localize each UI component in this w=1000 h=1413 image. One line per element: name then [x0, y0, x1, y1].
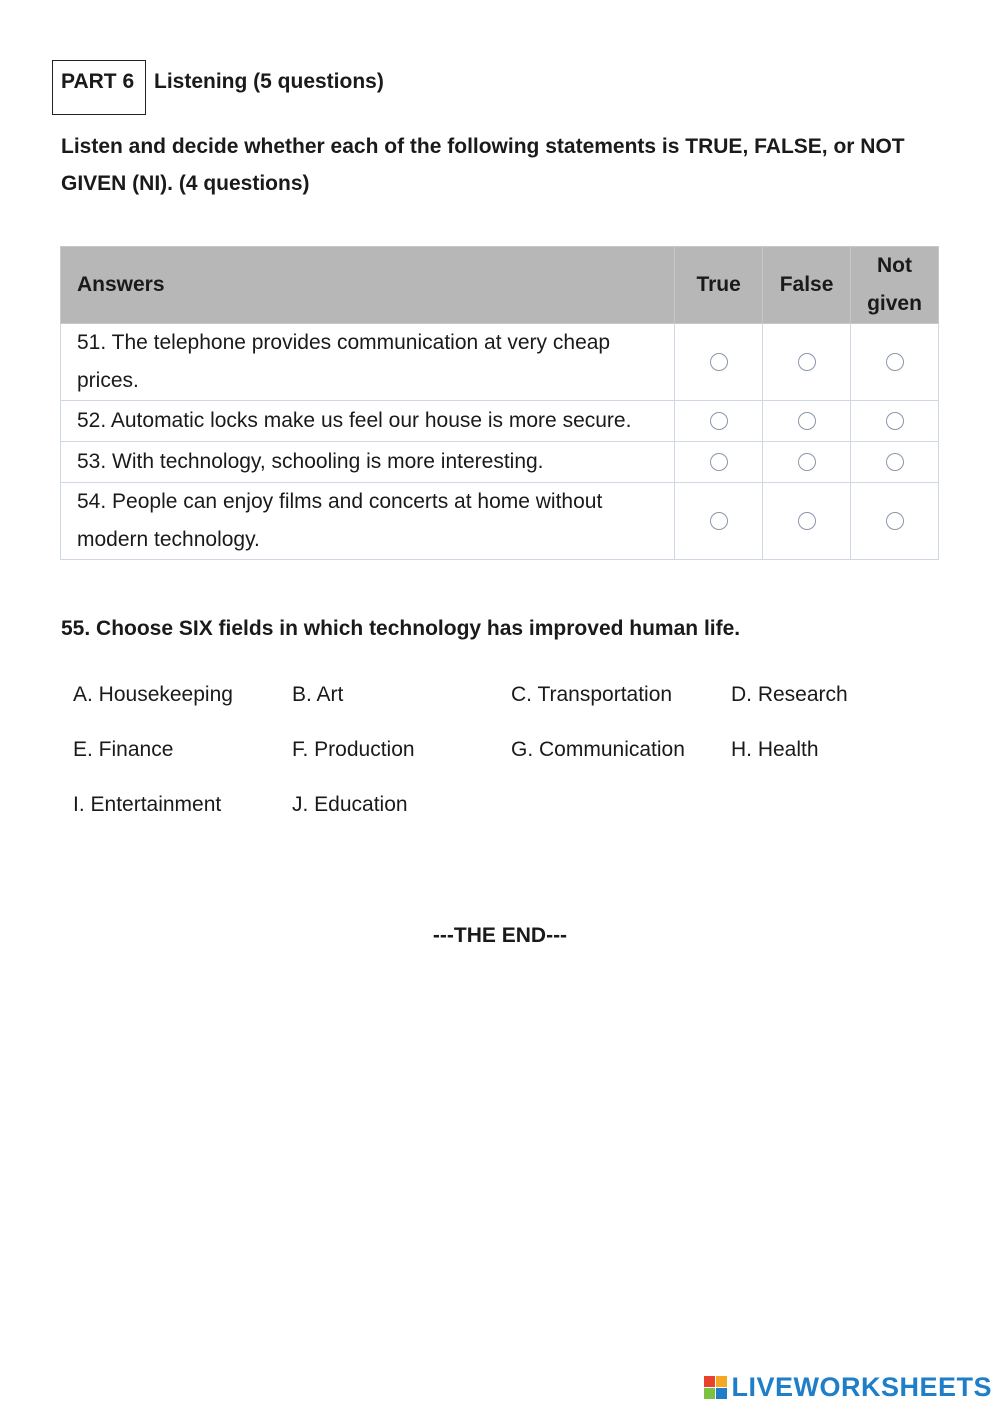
table-row — [61, 442, 939, 483]
radio-54-not-given[interactable] — [886, 512, 904, 530]
logo-square-i — [716, 1376, 727, 1387]
radio-51-false[interactable] — [798, 353, 816, 371]
radio-52-true[interactable] — [710, 412, 728, 430]
part-title: Listening (5 questions) — [154, 70, 384, 93]
the-end: ---THE END--- — [432, 924, 568, 947]
radio-53-not-given[interactable] — [886, 453, 904, 471]
option-j[interactable]: J. Education — [292, 793, 408, 816]
option-b[interactable]: B. Art — [292, 683, 344, 706]
radio-52-false[interactable] — [798, 412, 816, 430]
table-header-row — [61, 247, 939, 324]
radio-51-true[interactable] — [710, 353, 728, 371]
logo-square-v — [704, 1388, 715, 1399]
option-h[interactable]: H. Health — [731, 738, 819, 761]
radio-54-true[interactable] — [710, 512, 728, 530]
header-answers: Answers — [61, 247, 675, 324]
logo-square-l — [704, 1376, 715, 1387]
option-e[interactable]: E. Finance — [73, 738, 174, 761]
logo-square-e — [716, 1388, 727, 1399]
statement-53: 53. With technology, schooling is more interesting. — [61, 442, 675, 483]
table-row — [61, 483, 939, 560]
header-false: False — [763, 247, 851, 324]
option-d[interactable]: D. Research — [731, 683, 848, 706]
true-false-table — [60, 246, 939, 560]
statement-54: 54. People can enjoy films and concerts at home without modern technology. — [61, 483, 675, 560]
statement-51: 51. The telephone provides communication at very cheap prices. — [61, 324, 675, 401]
radio-54-false[interactable] — [798, 512, 816, 530]
liveworksheets-logo — [704, 1372, 992, 1403]
brand-name: LIVEWORKSHEETS — [731, 1372, 992, 1402]
instructions: Listen and decide whether each of the following statements is TRUE, FALSE, or NOT GIVEN (NI). (4 questions) — [61, 135, 905, 195]
table-row — [61, 401, 939, 442]
option-g[interactable]: G. Communication — [511, 738, 685, 761]
part-header — [52, 60, 384, 116]
option-a[interactable]: A. Housekeeping — [73, 683, 233, 706]
option-c[interactable]: C. Transportation — [511, 683, 673, 706]
option-f[interactable]: F. Production — [292, 738, 415, 761]
brand-logo-icon — [704, 1376, 727, 1399]
option-i[interactable]: I. Entertainment — [73, 793, 222, 816]
statement-52: 52. Automatic locks make us feel our house is more secure. — [61, 401, 675, 442]
radio-52-not-given[interactable] — [886, 412, 904, 430]
table-row — [61, 324, 939, 401]
header-true: True — [675, 247, 763, 324]
radio-53-true[interactable] — [710, 453, 728, 471]
radio-53-false[interactable] — [798, 453, 816, 471]
part-label: PART 6 — [52, 60, 146, 115]
question-55-prompt: 55. Choose SIX fields in which technology has improved human life. — [61, 617, 741, 640]
radio-51-not-given[interactable] — [886, 353, 904, 371]
header-not-given: Not given — [851, 247, 939, 324]
